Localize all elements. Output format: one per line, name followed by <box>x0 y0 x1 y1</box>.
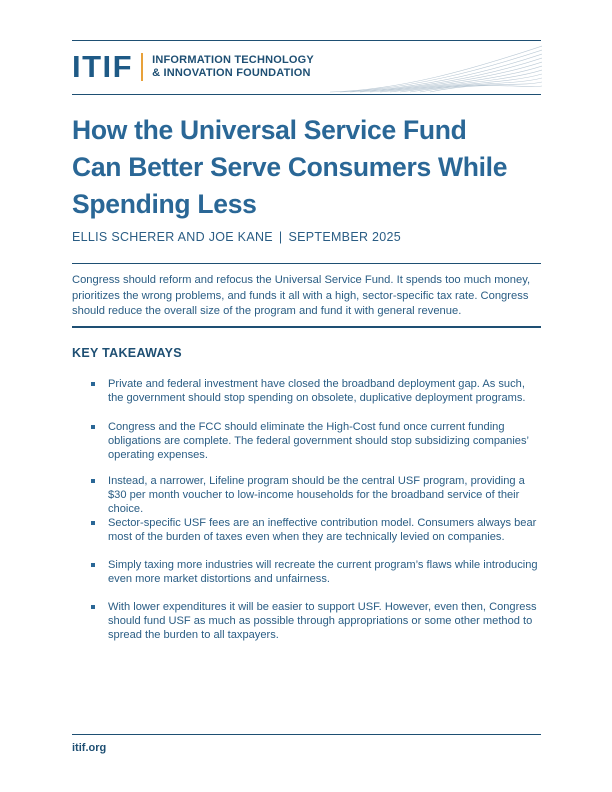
bullet-icon <box>91 479 95 483</box>
takeaway-text: With lower expenditures it will be easier to support USF. However, even then, Congress should fund USF as much as possible through appropriations or some other method to spread the burden to all taxpayers. <box>108 601 537 642</box>
bullet-icon <box>91 563 95 567</box>
itif-logo <box>72 49 314 84</box>
takeaway-item <box>108 558 540 586</box>
key-takeaways-heading: KEY TAKEAWAYS <box>72 346 182 360</box>
bullet-icon <box>91 425 95 429</box>
takeaway-item <box>108 377 540 405</box>
takeaway-item <box>108 600 540 643</box>
org-name-line1: INFORMATION TECHNOLOGY <box>152 54 314 66</box>
report-title: How the Universal Service Fund Can Better Serve Consumers While Spending Less <box>72 115 508 219</box>
publication-date: SEPTEMBER 2025 <box>288 230 402 244</box>
summary-top-rule <box>72 263 541 264</box>
takeaway-item <box>108 474 540 517</box>
bullet-icon <box>91 605 95 609</box>
byline <box>72 230 401 244</box>
summary-text: Congress should reform and refocus the Universal Service Fund. It spends too much money, prioritizes the wrong problems, and funds it all with a high, sector-specific tax rate. Congress should reduce the overall size of the program and fund it with general revenue. <box>72 274 531 317</box>
takeaway-item <box>108 516 540 544</box>
takeaway-text: Congress and the FCC should eliminate the High-Cost fund once current funding obligations are complete. The federal government should stop subsidizing companies’ operating expenses. <box>108 421 529 462</box>
footer-url-link[interactable]: itif.org <box>72 742 107 754</box>
header-bottom-rule <box>72 94 541 95</box>
takeaway-item <box>108 420 540 463</box>
summary-bottom-rule <box>72 326 541 328</box>
decorative-swoosh <box>330 40 542 96</box>
takeaway-text: Private and federal investment have closed the broadband deployment gap. As such, the government should stop spending on obsolete, duplicative deployment programs. <box>108 378 526 405</box>
logo-mark: ITIF <box>72 49 134 84</box>
footer-rule <box>72 734 541 735</box>
bullet-icon <box>91 382 95 386</box>
org-name-line2: & INNOVATION FOUNDATION <box>152 67 311 79</box>
takeaway-text: Instead, a narrower, Lifeline program should be the central USF program, providing a $30 per month voucher to low-income households for the broadband service of their choice. <box>108 475 525 516</box>
logo-divider <box>141 53 143 81</box>
logo-org-name <box>152 54 314 80</box>
authors: ELLIS SCHERER AND JOE KANE <box>72 230 273 244</box>
byline-separator: | <box>278 230 283 244</box>
takeaway-text: Sector-specific USF fees are an ineffective contribution model. Consumers always bear most of the burden of taxes even when they are technically levied on companies. <box>108 517 537 544</box>
bullet-icon <box>91 521 95 525</box>
takeaway-text: Simply taxing more industries will recreate the current program’s flaws while introducing even more market distortions and unfairness. <box>108 559 538 586</box>
